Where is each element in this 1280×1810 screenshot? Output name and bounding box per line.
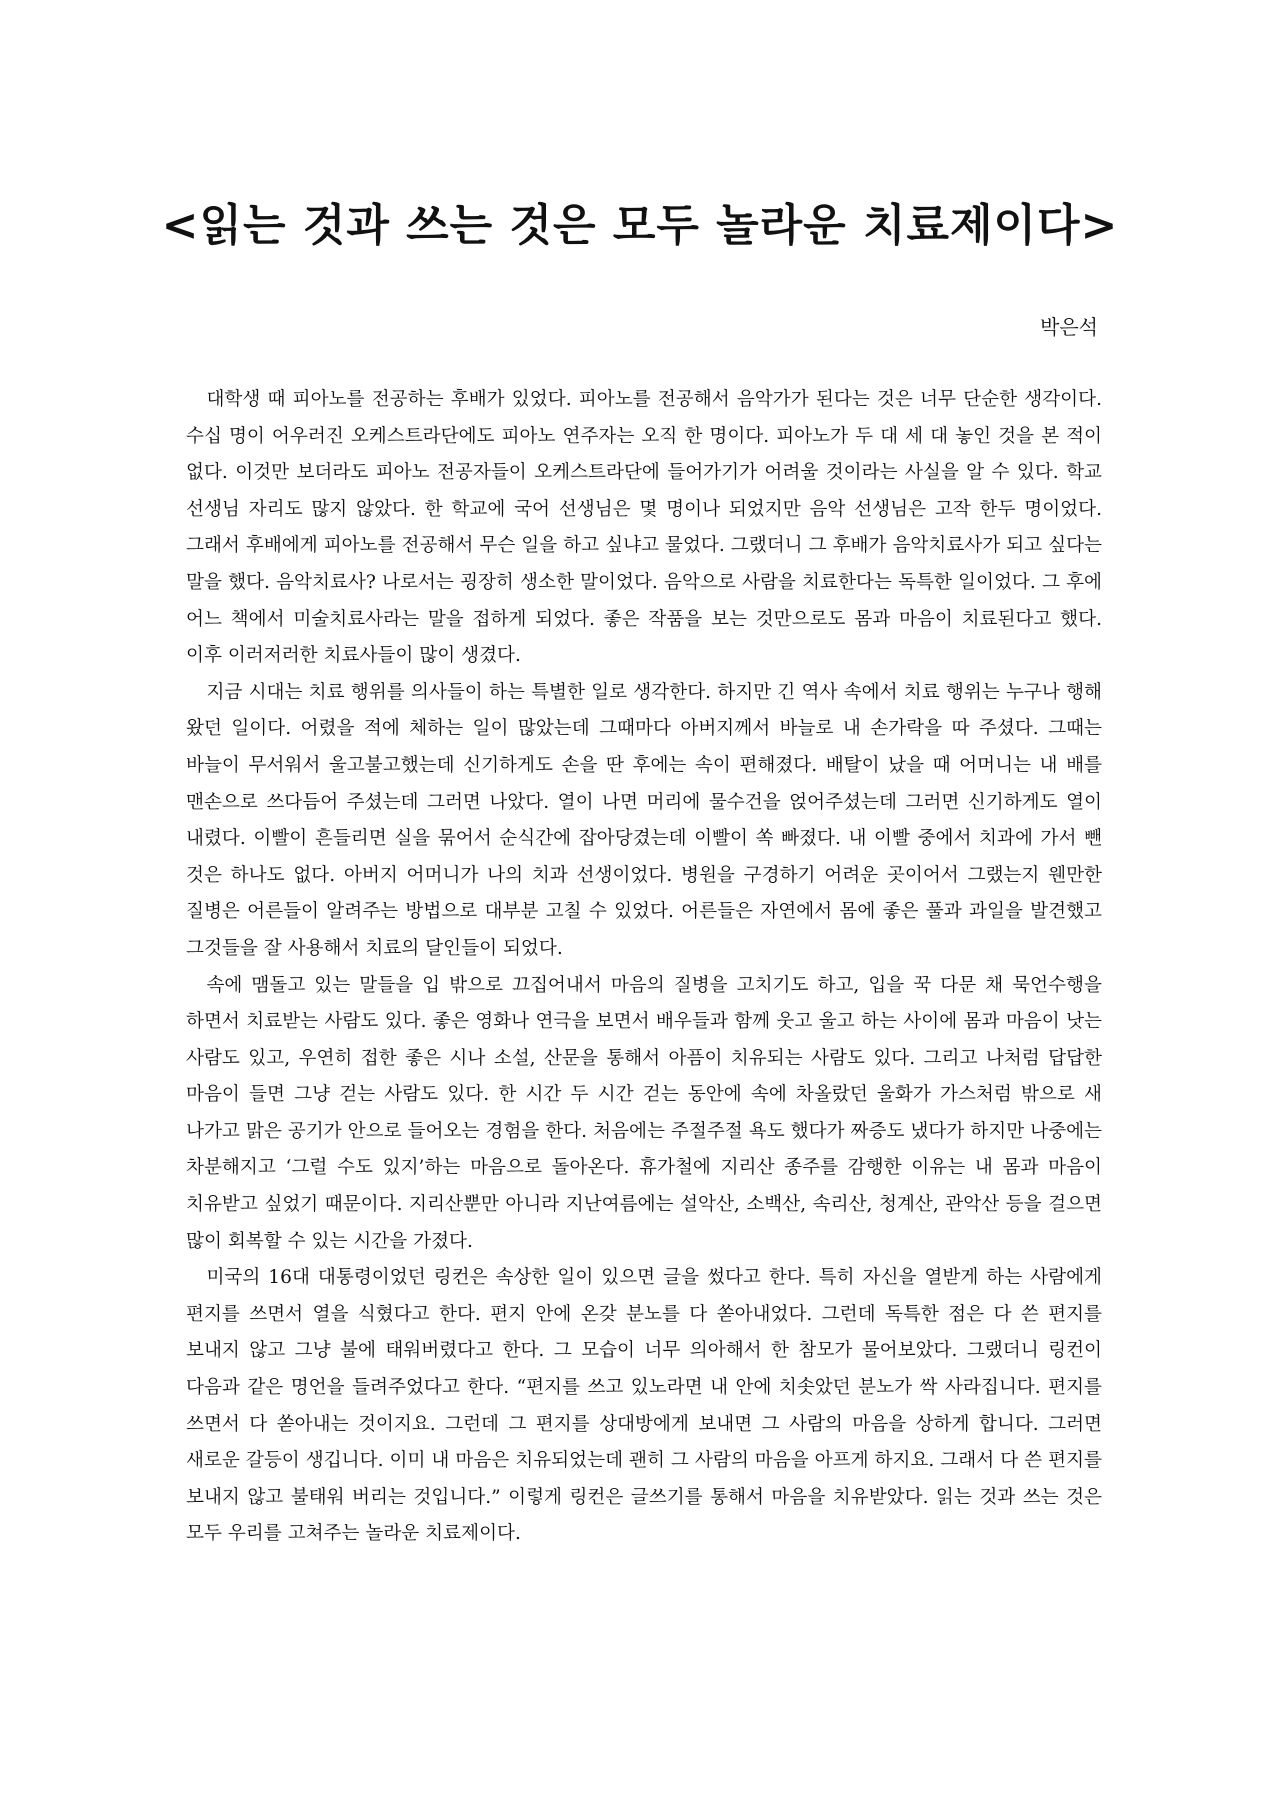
paragraph: 속에 맴돌고 있는 말들을 입 밖으로 끄집어내서 마음의 질병을 고치기도 하고, 입을 꾹 다문 채 묵언수행을 하면서 치료받는 사람도 있다. 좋은 영화나 연극을 보면서 배우들과 함께 웃고 울고 하는 사이에 몸과 마음이 낫는 사람도 있고, 우연히 접한 좋은 시나 소설, 산문을 통해서 아픔이 치유되는 사람도 있다. 그리고 나처럼 답답한 마음이 들면 그냥 걷는 사람도 있다. 한 시간 두 시간 걷는 동안에 속에 차올랐던 울화가 가스처럼 밖으로 새 나가고 맑은 공기가 안으로 들어오는 경험을 한다. 처음에는 주절주절 욕도 했다가 짜증도 냈다가 하지만 나중에는 차분해지고 ‘그럴 수도 있지’하는 마음으로 돌아온다. 휴가철에 지리산 종주를 감행한 이유는 내 몸과 마음이 치유받고 싶었기 때문이다. 지리산뿐만 아니라 지난여름에는 설악산, 소백산, 속리산, 청계산, 관악산 등을 걸으면 많이 회복할 수 있는 시간을 가졌다.: [186, 974, 1102, 1252]
paragraph: 지금 시대는 치료 행위를 의사들이 하는 특별한 일로 생각한다. 하지만 긴 역사 속에서 치료 행위는 누구나 행해 왔던 일이다. 어렸을 적에 체하는 일이 많았는데 그때마다 아버지께서 바늘로 내 손가락을 따 주셨다. 그때는 바늘이 무서워서 울고불고했는데 신기하게도 손을 딴 후에는 속이 편해졌다. 배탈이 났을 때 어머니는 내 배를 맨손으로 쓰다듬어 주셨는데 그러면 나았다. 열이 나면 머리에 물수건을 얹어주셨는데 그러면 신기하게도 열이 내렸다. 이빨이 흔들리면 실을 묶어서 순식간에 잡아당겼는데 이빨이 쏙 빠졌다. 내 이빨 중에서 치과에 가서 뺀 것은 하나도 없다. 아버지 어머니가 나의 치과 선생이었다. 병원을 구경하기 어려운 곳이어서 그랬는지 웬만한 질병은 어른들이 알려주는 방법으로 대부분 고칠 수 있었다. 어른들은 자연에서 몸에 좋은 풀과 과일을 발견했고 그것들을 잘 사용해서 치료의 달인들이 되었다.: [186, 681, 1102, 959]
author-name: 박은석: [1040, 315, 1098, 339]
paragraph: 대학생 때 피아노를 전공하는 후배가 있었다. 피아노를 전공해서 음악가가 된다는 것은 너무 단순한 생각이다. 수십 명이 어우러진 오케스트라단에도 피아노 연주자는 오직 한 명이다. 피아노가 두 대 세 대 놓인 것을 본 적이 없다. 이것만 보더라도 피아노 전공자들이 오케스트라단에 들어가기가 어려울 것이라는 사실을 알 수 있다. 학교 선생님 자리도 많지 않았다. 한 학교에 국어 선생님은 몇 명이나 되었지만 음악 선생님은 고작 한두 명이었다. 그래서 후배에게 피아노를 전공해서 무슨 일을 하고 싶냐고 물었다. 그랬더니 그 후배가 음악치료사가 되고 싶다는 말을 했다. 음악치료사? 나로서는 굉장히 생소한 말이었다. 음악으로 사람을 치료한다는 독특한 일이었다. 그 후에 어느 책에서 미술치료사라는 말을 접하게 되었다. 좋은 작품을 보는 것만으로도 몸과 마음이 치료된다고 했다. 이후 이러저러한 치료사들이 많이 생겼다.: [186, 389, 1102, 667]
paragraph: 미국의 16대 대통령이었던 링컨은 속상한 일이 있으면 글을 썼다고 한다. 특히 자신을 열받게 하는 사람에게 편지를 쓰면서 열을 식혔다고 한다. 편지 안에 온갖 분노를 다 쏟아내었다. 그런데 독특한 점은 다 쓴 편지를 보내지 않고 그냥 불에 태워버렸다고 한다. 그 모습이 너무 의아해서 한 참모가 물어보았다. 그랬더니 링컨이 다음과 같은 명언을 들려주었다고 한다. “편지를 쓰고 있노라면 내 안에 치솟았던 분노가 싹 사라집니다. 편지를 쓰면서 다 쏟아내는 것이지요. 그런데 그 편지를 상대방에게 보내면 그 사람의 마음을 상하게 합니다. 그러면 새로운 갈등이 생깁니다. 이미 내 마음은 치유되었는데 괜히 그 사람의 마음을 아프게 하지요. 그래서 다 쓴 편지를 보내지 않고 불태워 버리는 것입니다.” 이렇게 링컨은 글쓰기를 통해서 마음을 치유받았다. 읽는 것과 쓰는 것은 모두 우리를 고쳐주는 놀라운 치료제이다.: [186, 1267, 1103, 1545]
document-title: <읽는 것과 쓰는 것은 모두 놀라운 치료제이다>: [161, 200, 1119, 251]
document-body: [186, 382, 1102, 1553]
